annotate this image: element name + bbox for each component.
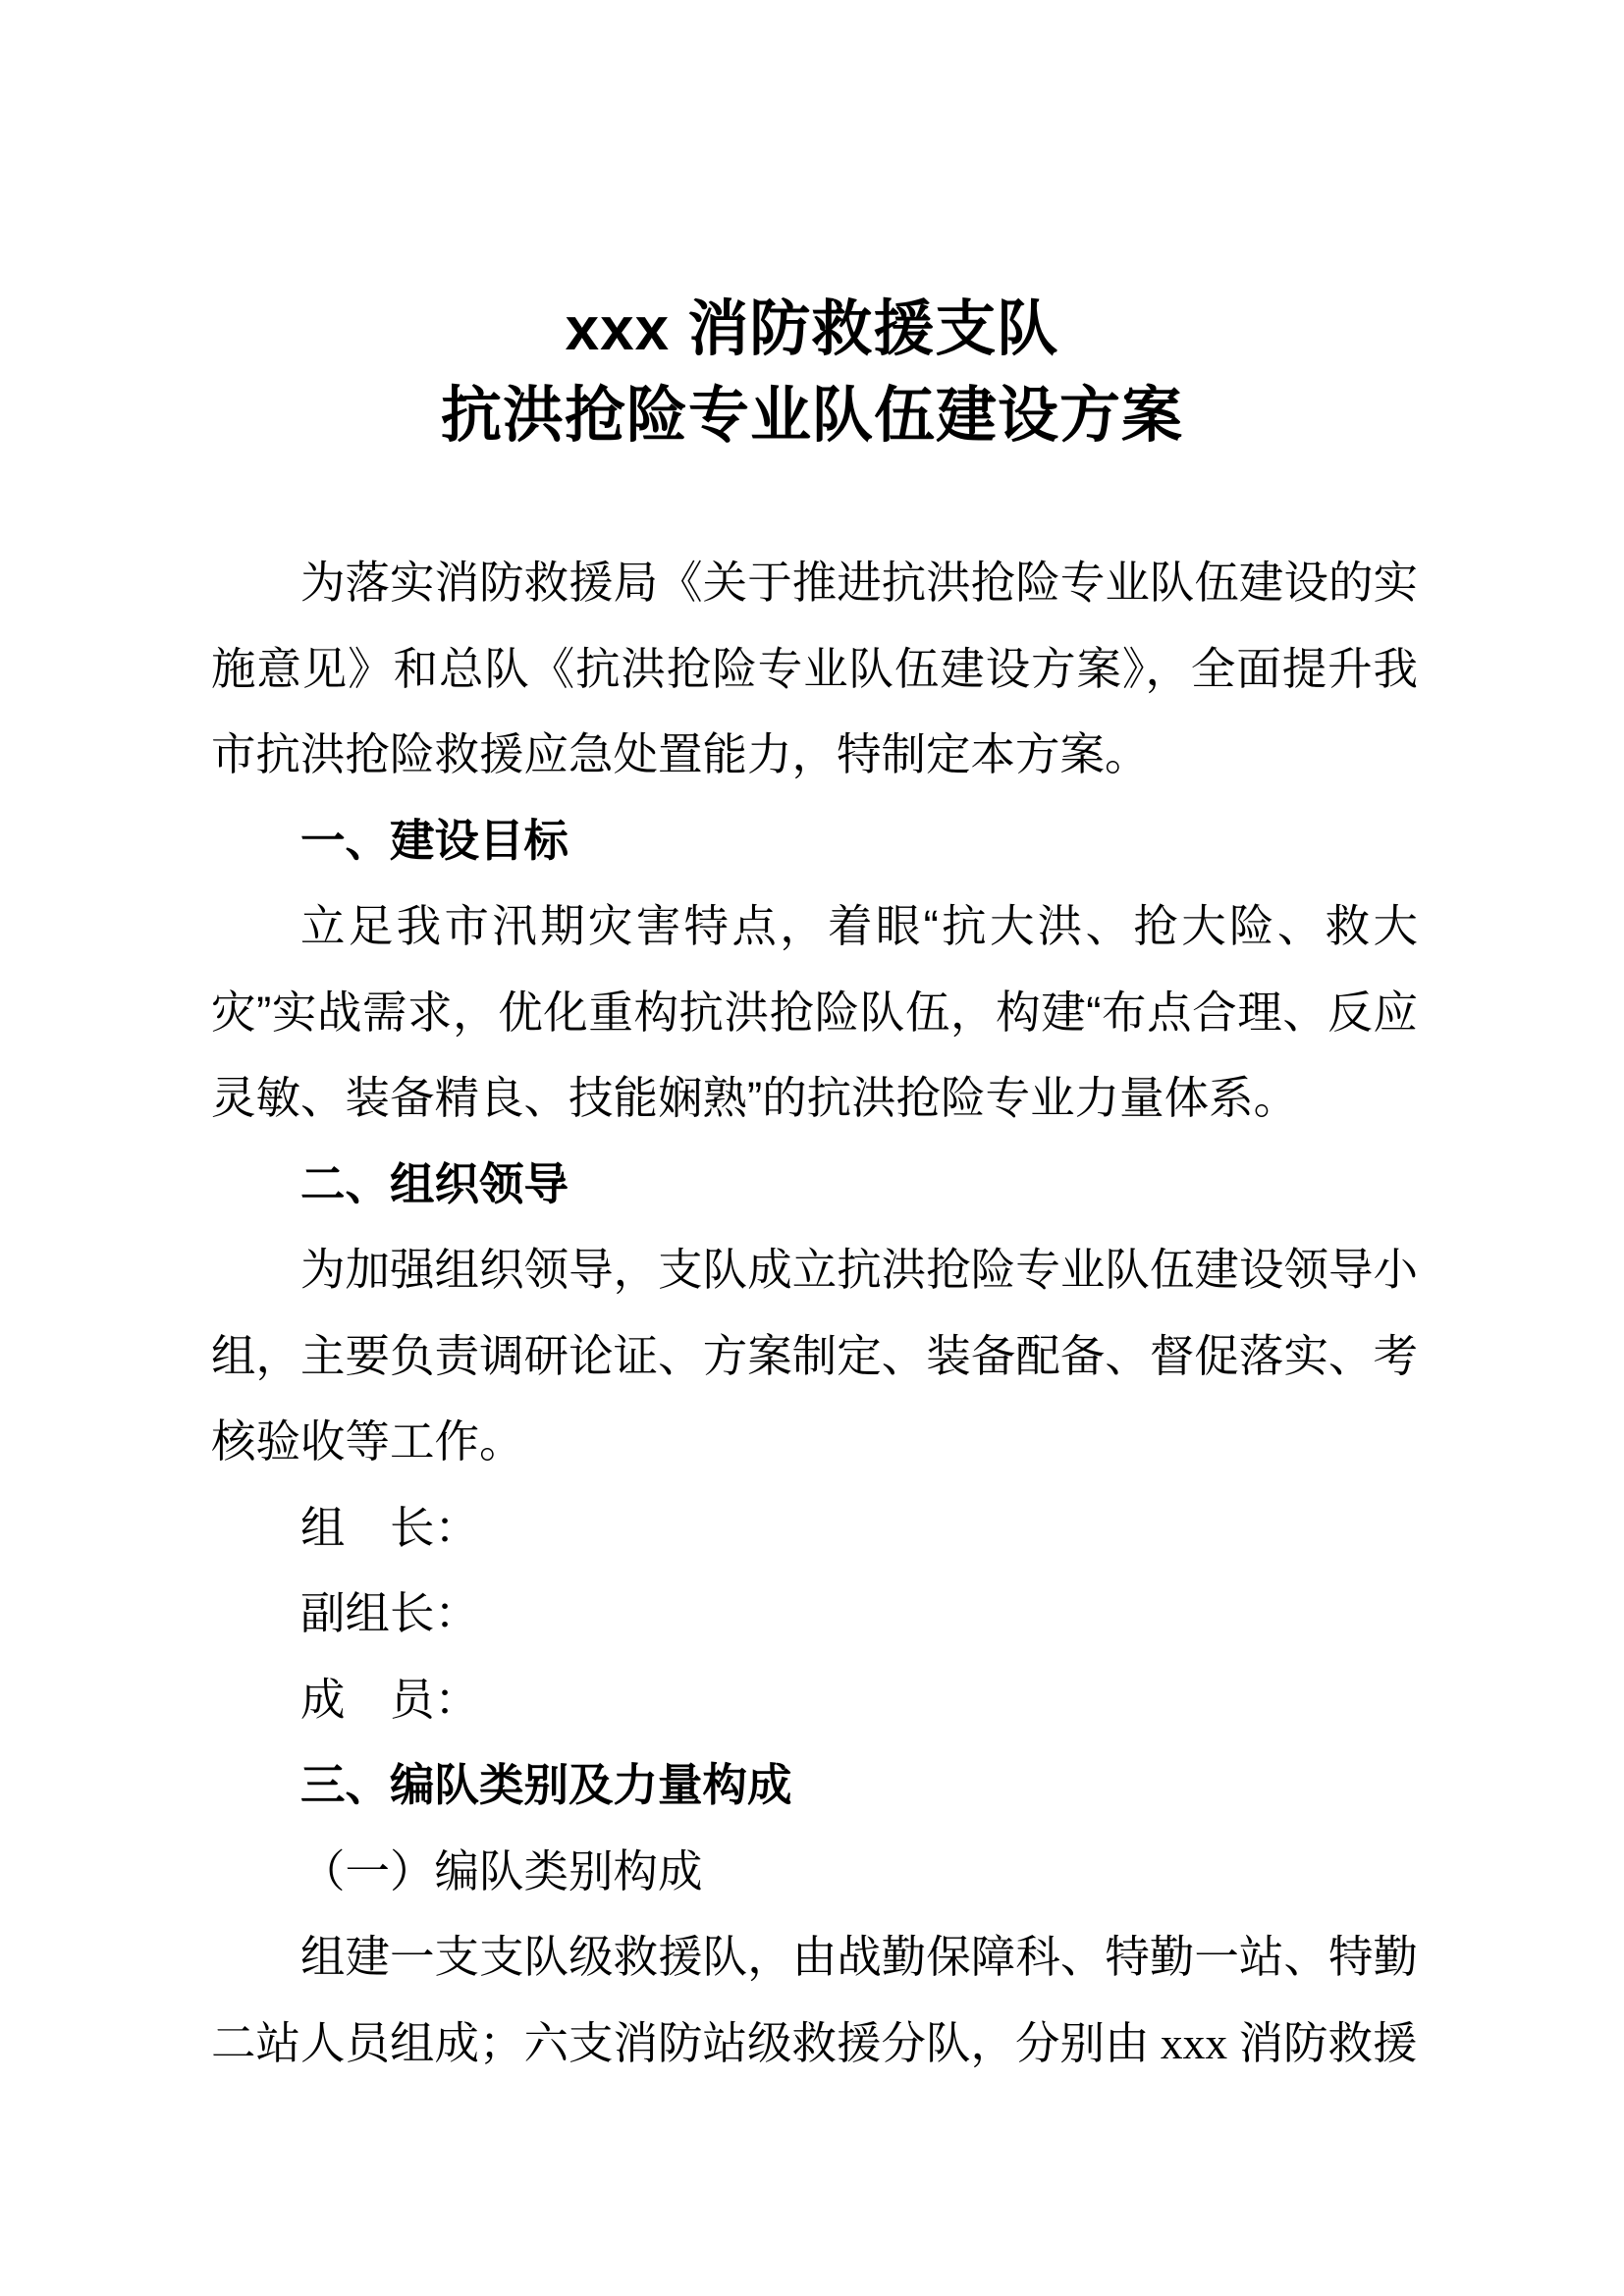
paragraph-section-1-goals: 立足我市汛期灾害特点，着眼“抗大洪、抢大险、救大灾”实战需求，优化重构抗洪抢险队伍，构建“布点合理、反应灵敏、装备精良、技能娴熟”的抗洪抢险专业力量体系。 xyxy=(211,901,1418,1123)
heading-section-3-team-structure: 三、编队类别及力量构成 xyxy=(300,1760,792,1810)
document-body xyxy=(211,540,1418,2086)
roster-line-members: 成 员： xyxy=(300,1674,480,1725)
paragraph-intro: 为落实消防救援局《关于推进抗洪抢险专业队伍建设的实施意见》和总队《抗洪抢险专业队伍建设方案》，全面提升我市抗洪抢险救援应急处置能力，特制定本方案。 xyxy=(211,558,1418,779)
roster-line-deputy-leader: 副组长： xyxy=(300,1588,480,1638)
paragraph-section-2-leadership: 为加强组织领导，支队成立抗洪抢险专业队伍建设领导小组，主要负责调研论证、方案制定、装备配备、督促落实、考核验收等工作。 xyxy=(211,1245,1418,1467)
paragraph-section-3-team-composition xyxy=(211,1914,1418,2086)
subheading-section-3-1-team-categories: （一）编队类别构成 xyxy=(300,1845,703,1896)
heading-section-1-goals: 一、建设目标 xyxy=(300,815,569,866)
title-line-2: 抗洪抢险专业队伍建设方案 xyxy=(440,382,1183,450)
team-composition-text-start: 组建一支支队级救援队，由战勤保障科、特勤一站、特勤二站人员组成；六支消防站级救援分队，分别由 xyxy=(211,1932,1418,2068)
team-composition-placeholder-xxx: xxx xyxy=(1149,2017,1239,2068)
title-line-1: xxx 消防救援支队 xyxy=(565,295,1059,363)
document-title xyxy=(0,0,1624,459)
heading-section-2-leadership: 二、组织领导 xyxy=(300,1158,569,1209)
team-composition-text-end: 消防救援 xyxy=(1238,2017,1418,2068)
roster-line-leader: 组 长： xyxy=(300,1502,480,1553)
